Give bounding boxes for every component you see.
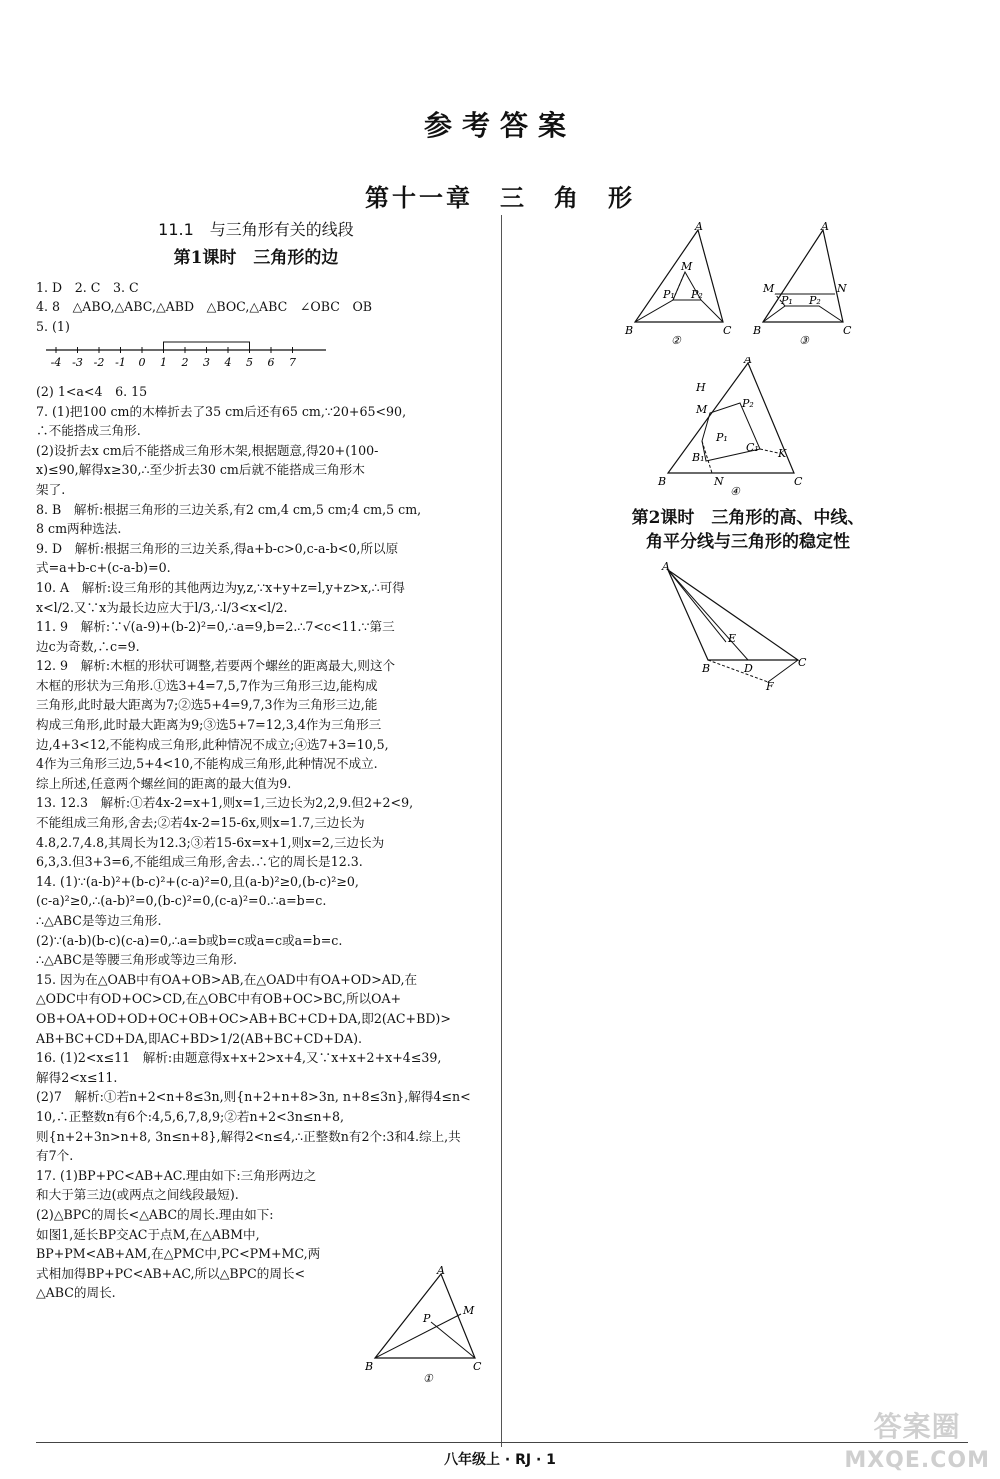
- answer-line: OB+OA+OD+OD+OC+OB+OC>AB+BC+CD+DA,即2(AC+BD)>: [36, 1010, 451, 1026]
- number-line-label: -2: [93, 356, 105, 370]
- answer-line: 4.8,2.7,4.8,其周长为12.3;③若15-6x=x+1,则x=2,三边长为: [36, 834, 385, 850]
- number-line-label: 6: [267, 356, 275, 370]
- figure-3-label: ③: [799, 334, 809, 347]
- number-line-label: 3: [203, 356, 210, 370]
- answer-line: (2) 1<a<4 6. 15: [36, 383, 148, 399]
- figures-2-3: [528, 222, 968, 353]
- svg-text:M: M: [696, 402, 708, 416]
- left-column: [36, 218, 476, 1303]
- answer-line: 式=a+b-c+(c-a-b)=0.: [36, 560, 171, 576]
- lesson1-title: 第1课时 三角形的边: [173, 247, 339, 268]
- svg-text:A: A: [821, 222, 829, 233]
- answer-line: 14. (1)∵(a-b)²+(b-c)²+(c-a)²=0,且(a-b)²≥0,(b-c)²≥0,: [36, 873, 359, 889]
- number-line-label: -3: [72, 356, 83, 370]
- svg-text:P: P: [423, 1312, 431, 1325]
- answer-line: 4作为三角形三边,5+4<10,不能构成三角形,此种情况不成立.: [36, 756, 378, 772]
- answer-line: 综上所述,任意两个螺丝间的距离的最大值为9.: [36, 775, 292, 791]
- number-line-label: 2: [181, 356, 189, 370]
- answer-line: (2)设折去x cm后不能搭成三角形木架,根据题意,得20+(100-: [36, 442, 379, 458]
- answer-line: 边,4+3<12,不能构成三角形,此种情况不成立;④选7+3=10,5,: [36, 736, 389, 752]
- answer-line: x<l/2.又∵x为最长边应大于l/3,∴l/3<x<l/2.: [36, 599, 288, 615]
- number-line-label: -1: [115, 356, 126, 370]
- svg-text:M: M: [463, 1304, 475, 1317]
- answer-line: 12. 9 解析:木框的形状可调整,若要两个螺丝的距离最大,则这个: [36, 658, 396, 674]
- svg-text:E: E: [728, 632, 737, 646]
- svg-text:C: C: [473, 1360, 482, 1373]
- number-line-figure: [36, 340, 476, 378]
- answer-line: x)≤90,解得x≥30,∴至少折去30 cm后就不能搭成三角形木: [36, 462, 365, 478]
- number-line-label: 5: [246, 356, 253, 370]
- number-line-label: 7: [289, 356, 296, 370]
- svg-text:B: B: [658, 474, 667, 488]
- answer-line: ∴△ABC是等边三角形.: [36, 913, 162, 928]
- answer-line: △ABC的周长.: [36, 1285, 116, 1301]
- svg-text:A: A: [695, 222, 703, 233]
- answer-line: 10. A 解析:设三角形的其他两边为y,z,∵x+y+z=l,y+z>x,∴可得: [36, 579, 405, 595]
- answer-line: 13. 12.3 解析:①若4x-2=x+1,则x=1,三边长为2,2,9.但2+2<9,: [36, 795, 414, 811]
- chapter-title: 第十一章 三 角 形: [365, 183, 635, 212]
- answer-line: 构成三角形,此时最大距离为9;③选5+7=12,3,4作为三角形三: [36, 717, 382, 733]
- figure-1-label: ①: [423, 1372, 433, 1385]
- svg-text:B: B: [365, 1360, 374, 1373]
- svg-text:B₁: B₁: [692, 450, 705, 464]
- figure-4-label: ④: [730, 484, 740, 497]
- number-line-label: -4: [50, 356, 62, 370]
- column-divider: [501, 215, 502, 1447]
- figure-4: [528, 357, 968, 503]
- lesson2-title: [528, 506, 968, 554]
- footer-rule: [36, 1442, 968, 1443]
- answer-line: ∴不能搭成三角形.: [36, 423, 141, 439]
- answer-line: 边c为奇数,∴c=9.: [36, 638, 140, 654]
- figure-2-label: ②: [671, 334, 681, 347]
- answer-line: (2)∵(a-b)(b-c)(c-a)=0,∴a=b或b=c或a=c或a=b=c.: [36, 932, 343, 948]
- svg-text:A: A: [744, 356, 752, 366]
- lesson2-title-line1: 第2课时 三角形的高、中线、: [631, 508, 865, 529]
- answer-line: BP+PM<AB+AM,在△PMC中,PC<PM+MC,两: [36, 1246, 321, 1262]
- section-title: 11.1 与三角形有关的线段: [158, 220, 354, 239]
- answer-line: 8 cm两种选法.: [36, 521, 122, 537]
- answer-line: (2)△BPC的周长<△ABC的周长.理由如下:: [36, 1206, 274, 1222]
- triangle-figure-3: [752, 222, 852, 347]
- svg-text:P₂: P₂: [809, 294, 821, 307]
- svg-text:C: C: [723, 324, 732, 337]
- left-answers-b: [36, 382, 476, 1303]
- figure-1: [365, 1266, 495, 1390]
- answer-line: 9. D 解析:根据三角形的三边关系,得a+b-c>0,c-a-b<0,所以原: [36, 540, 399, 556]
- answer-line: 和大于第三边(或两点之间线段最短).: [36, 1187, 239, 1203]
- svg-text:P₂: P₂: [742, 396, 754, 410]
- svg-text:D: D: [744, 662, 753, 676]
- answer-line: 解得2<x≤11.: [36, 1069, 118, 1085]
- answer-line: 架了.: [36, 481, 66, 497]
- svg-text:C₁: C₁: [746, 440, 759, 454]
- answer-line: AB+BC+CD+DA,即AC+BD>1/2(AB+BC+CD+DA).: [36, 1030, 362, 1046]
- answer-line: 6,3,3.但3+3=6,不能组成三角形,舍去.∴它的周长是12.3.: [36, 854, 363, 870]
- svg-text:M: M: [763, 282, 775, 295]
- answer-line: 10,∴正整数n有6个:4,5,6,7,8,9;②若n+2<3n≤n+8,: [36, 1108, 345, 1124]
- answer-line: 7. (1)把100 cm的木棒折去了35 cm后还有65 cm,∵20+65<90,: [36, 403, 407, 419]
- answer-line: (c-a)²≥0,∴(a-b)²=0,(b-c)²=0,(c-a)²=0.∴a=b=c.: [36, 893, 327, 909]
- answer-line: 如图1,延长BP交AC于点M,在△ABM中,: [36, 1226, 260, 1242]
- answer-line: 17. (1)BP+PC<AB+AC.理由如下:三角形两边之: [36, 1167, 317, 1183]
- right-column: [528, 218, 968, 702]
- figure-q6: [528, 562, 968, 698]
- number-line-label: 4: [224, 356, 232, 370]
- answer-line: 11. 9 解析:∵√(a-9)+(b-2)²=0,∴a=9,b=2.∴7<c<11.∵第三: [36, 619, 395, 635]
- svg-text:B: B: [753, 324, 762, 337]
- answer-line: 15. 因为在△OAB中有OA+OB>AB,在△OAD中有OA+OD>AD,在: [36, 971, 418, 987]
- svg-text:F: F: [766, 680, 774, 693]
- lesson2-title-line2: 角平分线与三角形的稳定性: [646, 532, 850, 553]
- answer-line: 木框的形状为三角形.①选3+4=7,5,7作为三角形三边,能构成: [36, 677, 378, 693]
- answer-line: 则{n+2+3n>n+8, 3n≤n+8},解得2<n≤4,∴正整数n有2个:3和4.综上,共: [36, 1128, 461, 1144]
- svg-text:C: C: [843, 324, 852, 337]
- answer-line: 4. 8 △ABO,△ABC,△ABD △BOC,△ABC ∠OBC OB: [36, 299, 373, 315]
- answer-line: ∴△ABC是等腰三角形或等边三角形.: [36, 952, 238, 968]
- svg-text:B: B: [625, 324, 634, 337]
- left-answers-a: [36, 278, 476, 337]
- answer-line: 5. (1): [36, 318, 70, 334]
- number-line-label: 1: [160, 356, 167, 370]
- watermark-text: 答案圈: [873, 1410, 961, 1443]
- svg-text:P₂: P₂: [691, 288, 703, 301]
- answer-line: 1. D 2. C 3. C: [36, 279, 139, 295]
- watermark-logo: [844, 1410, 990, 1478]
- triangle-figure-2: [624, 222, 732, 347]
- answer-line: 有7个.: [36, 1148, 74, 1164]
- svg-text:C: C: [794, 474, 803, 488]
- page-title: 参考答案: [423, 109, 576, 142]
- answer-line: 式相加得BP+PC<AB+AC,所以△BPC的周长<: [36, 1265, 306, 1281]
- svg-text:N: N: [837, 282, 847, 295]
- svg-text:P₁: P₁: [781, 294, 793, 307]
- svg-text:B: B: [702, 662, 711, 676]
- svg-text:N: N: [714, 474, 724, 488]
- answer-line: 16. (1)2<x≤11 解析:由题意得x+x+2>x+4,又∵x+x+2+x+4≤39,: [36, 1050, 442, 1066]
- svg-text:M: M: [681, 260, 693, 273]
- answer-line: 不能组成三角形,舍去;②若4x-2=15-6x,则x=1.7,三边长为: [36, 815, 365, 831]
- svg-text:H: H: [696, 380, 706, 394]
- answer-line: 三角形,此时最大距离为7;②选5+4=9,7,3作为三角形三边,能: [36, 697, 378, 713]
- answer-line: △ODC中有OD+OC>CD,在△OBC中有OB+OC>BC,所以OA+: [36, 991, 402, 1007]
- number-line-label: 0: [138, 356, 146, 370]
- svg-text:A: A: [662, 562, 670, 574]
- answer-line: 8. B 解析:根据三角形的三边关系,有2 cm,4 cm,5 cm;4 cm,5 cm,: [36, 501, 422, 517]
- svg-text:K: K: [778, 446, 787, 460]
- svg-text:P₁: P₁: [716, 430, 728, 444]
- answer-line: (2)7 解析:①若n+2<n+8≤3n,则{n+2+n+8>3n, n+8≤3n},解得4≤n<: [36, 1089, 471, 1105]
- svg-text:C: C: [798, 656, 807, 670]
- page-footer: 八年级上 · RJ · 1: [444, 1452, 556, 1468]
- svg-text:A: A: [437, 1266, 445, 1277]
- watermark-url: MXQE.COM: [844, 1448, 990, 1473]
- svg-text:P₁: P₁: [663, 288, 675, 301]
